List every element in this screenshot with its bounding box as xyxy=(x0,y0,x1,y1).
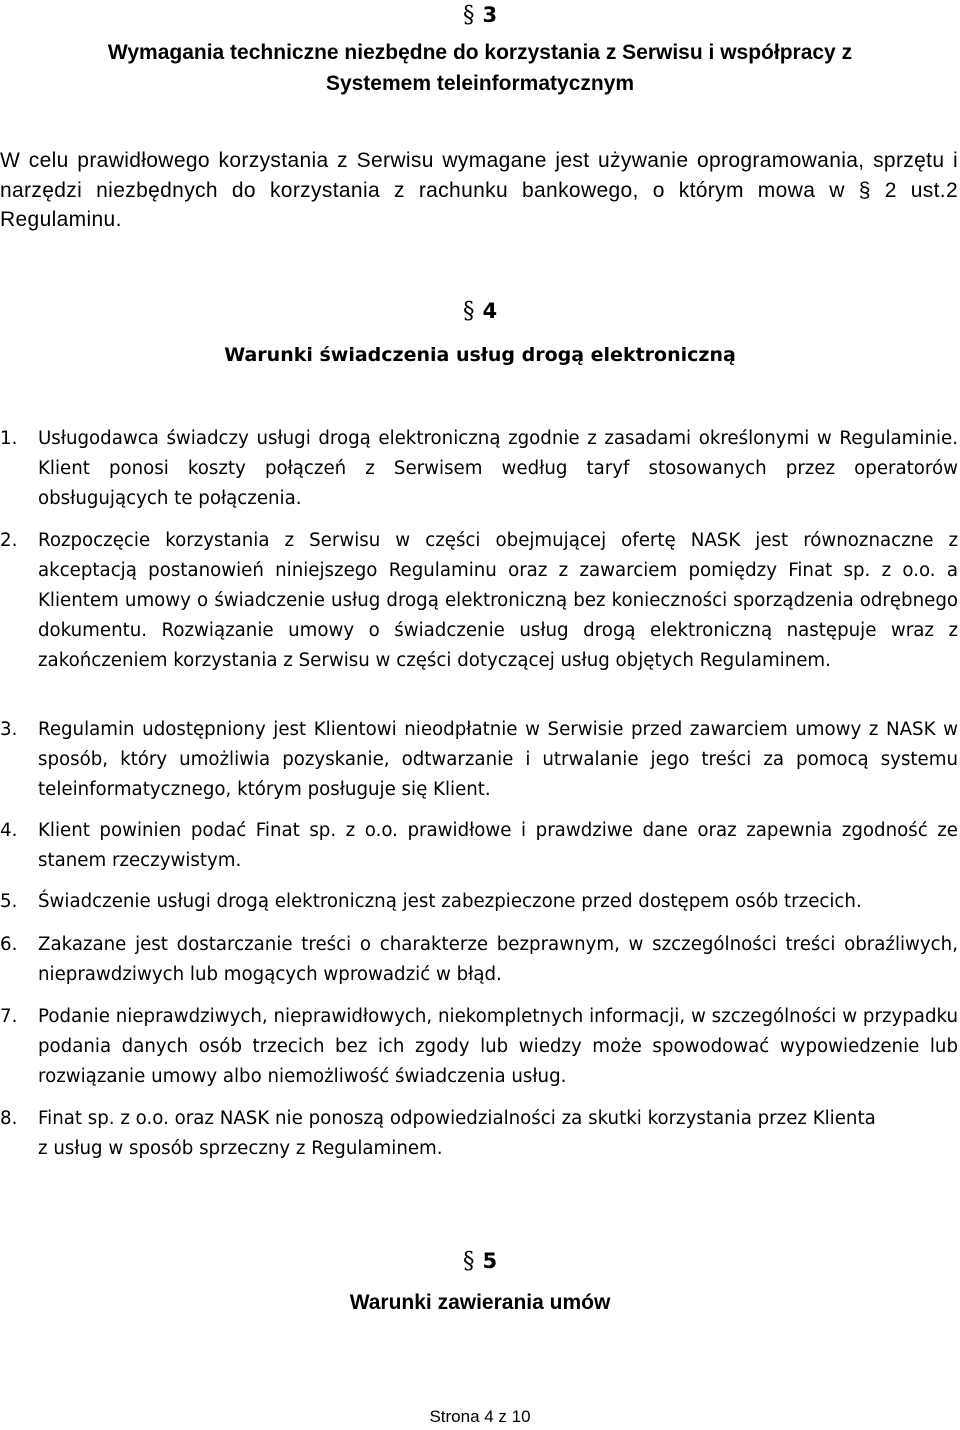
list-item-text: Podanie nieprawdziwych, nieprawidłowych, niekompletnych informacji, w szczególności w przypadku podania danych osób trzecich bez ich zgody lub wiedzy może spowodować wypowiedzenie lub rozwiązanie umowy albo niemożliwość świadczenia usług. xyxy=(38,1006,958,1087)
list-item-number: 7. xyxy=(0,1006,18,1027)
section-3-title-line-1: Wymagania techniczne niezbędne do korzystania z Serwisu i współpracy z xyxy=(107,41,853,64)
section-3-title-line-2: Systemem teleinformatycznym xyxy=(325,72,635,95)
list-item xyxy=(0,526,958,676)
list-item-text: Usługodawca świadczy usługi drogą elektroniczną zgodnie z zasadami określonymi w Regulaminie. Klient ponosi koszty połączeń z Serwisem według taryf stosowanych przez operatorów obsługujących te połączenia. xyxy=(38,428,958,509)
list-item-number: 5. xyxy=(0,891,18,912)
list-item-text-line-1: Finat sp. z o.o. oraz NASK nie ponoszą odpowiedzialności za skutki korzystania przez Klienta xyxy=(38,1108,876,1129)
list-item-number: 4. xyxy=(0,820,18,841)
section-4-number xyxy=(0,299,960,323)
section-5-title: Warunki zawierania umów xyxy=(349,1291,611,1314)
list-item-text: Rozpoczęcie korzystania z Serwisu w części obejmującej ofertę NASK jest równoznaczne z akceptacją postanowień niniejszego Regulaminu oraz z zawarciem pomiędzy Finat sp. z o.o. a Klientem umowy o świadczenie usług drogą elektroniczną bez konieczności sporządzenia odrębnego dokumentu. Rozwiązanie umowy o świadczenie usług drogą elektroniczną następuje wraz z zakończeniem korzystania z Serwisu w części dotyczącej usług objętych Regulaminem. xyxy=(38,530,958,671)
section-3-number xyxy=(0,3,960,27)
section-sign: § xyxy=(462,1248,475,1274)
list-item xyxy=(0,930,958,990)
list-item xyxy=(0,1002,958,1092)
list-item-text-line-2: z usług w sposób sprzeczny z Regulaminem. xyxy=(38,1138,443,1159)
list-item-number: 6. xyxy=(0,934,18,955)
list-item-text: Klient powinien podać Finat sp. z o.o. prawidłowe i prawdziwe dane oraz zapewnia zgodność ze stanem rzeczywistym. xyxy=(38,820,958,871)
list-item-text: Zakazane jest dostarczanie treści o charakterze bezprawnym, w szczególności treści obraźliwych, nieprawdziwych lub mogących wprowadzić w błąd. xyxy=(38,934,958,985)
section-4-title: Warunki świadczenia usług drogą elektroniczną xyxy=(224,344,736,366)
list-item-number: 3. xyxy=(0,719,18,740)
list-item-text xyxy=(38,1104,958,1164)
section-number: 5 xyxy=(482,1249,498,1273)
list-item xyxy=(0,887,958,917)
list-item-number: 8. xyxy=(0,1108,18,1129)
list-item-number: 2. xyxy=(0,530,18,551)
list-item xyxy=(0,1104,958,1164)
section-number: 3 xyxy=(482,3,498,27)
list-item-number: 1. xyxy=(0,428,18,449)
section-number: 4 xyxy=(482,299,498,323)
page-number-footer: Strona 4 z 10 xyxy=(429,1407,531,1426)
section-sign: § xyxy=(462,298,475,324)
section-5-number xyxy=(0,1249,960,1273)
list-item-text: Regulamin udostępniony jest Klientowi nieodpłatnie w Serwisie przed zawarciem umowy z NASK w sposób, który umożliwia pozyskanie, odtwarzanie i utrwalanie jego treści za pomocą systemu teleinformatycznego, którym posługuje się Klient. xyxy=(38,719,958,800)
section-sign: § xyxy=(462,2,475,28)
section-3-paragraph: W celu prawidłowego korzystania z Serwisu wymagane jest używanie oprogramowania, sprzętu i narzędzi niezbędnych do korzystania z rachunku bankowego, o którym mowa w § 2 ust.2 Regulaminu. xyxy=(0,149,958,231)
list-item xyxy=(0,715,958,805)
list-item-text: Świadczenie usługi drogą elektroniczną jest zabezpieczone przed dostępem osób trzecich. xyxy=(38,891,862,912)
list-item xyxy=(0,424,958,514)
list-item xyxy=(0,816,958,876)
